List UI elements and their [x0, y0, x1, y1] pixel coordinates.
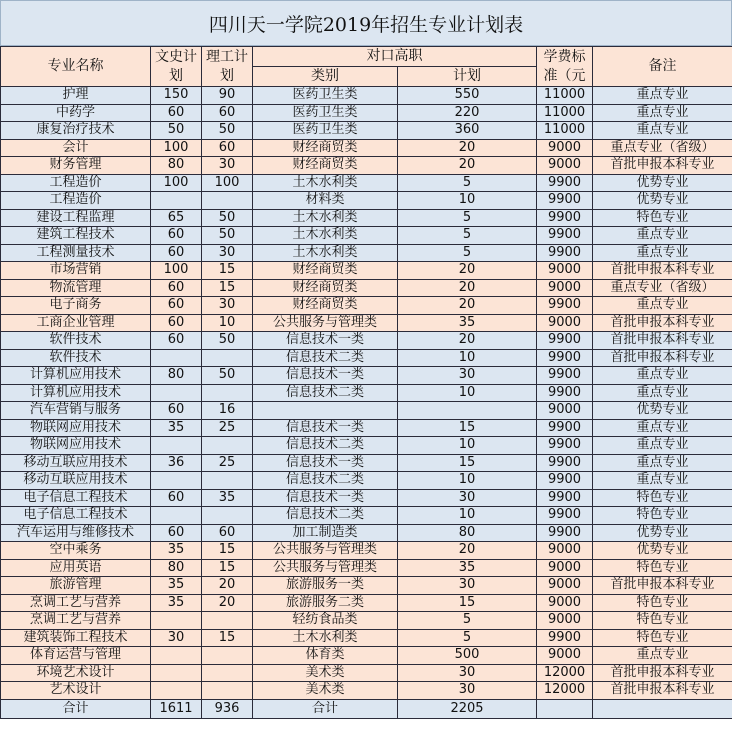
cell-note: 重点专业: [593, 227, 732, 245]
cell-note: 重点专业: [593, 384, 732, 402]
cell-major: 工程造价: [1, 192, 151, 210]
cell-major: 市场营销: [1, 262, 151, 280]
table-row: [1, 454, 732, 472]
cell-vocational-category: 轻纺食品类: [253, 612, 398, 630]
cell-major: 工商企业管理: [1, 314, 151, 332]
cell-arts-plan: [151, 437, 202, 455]
cell-note: 重点专业: [593, 297, 732, 315]
cell-note: 首批申报本科专业: [593, 314, 732, 332]
cell-science-plan: 60: [202, 139, 253, 157]
cell-note: 重点专业: [593, 87, 732, 105]
cell-vocational-plan: 20: [398, 332, 537, 350]
cell-vocational-category: 材料类: [253, 192, 398, 210]
cell-vocational-plan: 10: [398, 437, 537, 455]
cell-tuition: 9900: [537, 227, 593, 245]
cell-vocational-category: 公共服务与管理类: [253, 559, 398, 577]
cell-tuition: 9900: [537, 472, 593, 490]
cell-vocational-plan: 220: [398, 104, 537, 122]
cell-vocational-plan: 20: [398, 139, 537, 157]
cell-science-plan: 25: [202, 454, 253, 472]
cell-note: 特色专业: [593, 629, 732, 647]
cell-tuition: 9000: [537, 262, 593, 280]
cell-vocational-plan: [398, 402, 537, 420]
cell-note: 重点专业（省级）: [593, 139, 732, 157]
cell-tuition: 12000: [537, 664, 593, 682]
cell-science-plan: 15: [202, 262, 253, 280]
cell-major: 软件技术: [1, 332, 151, 350]
cell-vocational-category: 体育类: [253, 647, 398, 665]
cell-arts-plan: [151, 384, 202, 402]
cell-tuition: 9000: [537, 139, 593, 157]
cell-major: 汽车营销与服务: [1, 402, 151, 420]
cell-science-plan: 15: [202, 279, 253, 297]
cell-arts-plan: 100: [151, 139, 202, 157]
cell-science-plan: 100: [202, 174, 253, 192]
cell-vocational-category: 信息技术一类: [253, 367, 398, 385]
cell-tuition: 9900: [537, 367, 593, 385]
cell-vocational-plan: 30: [398, 367, 537, 385]
cell-science-plan: 50: [202, 122, 253, 140]
cell-note: 特色专业: [593, 209, 732, 227]
cell-tuition: 9000: [537, 542, 593, 560]
total-row: [1, 699, 732, 718]
cell-science-plan: 20: [202, 577, 253, 595]
table-row: [1, 612, 732, 630]
cell-major: 物联网应用技术: [1, 437, 151, 455]
cell-note: 重点专业: [593, 104, 732, 122]
cell-vocational-plan: 30: [398, 664, 537, 682]
table-row: [1, 87, 732, 105]
cell-arts-plan: 60: [151, 244, 202, 262]
cell-vocational-category: 财经商贸类: [253, 279, 398, 297]
cell-vocational-category: 信息技术二类: [253, 472, 398, 490]
cell-vocational-category: 土木水利类: [253, 629, 398, 647]
cell-note: 重点专业: [593, 367, 732, 385]
table-row: [1, 314, 732, 332]
cell-major: 建设工程监理: [1, 209, 151, 227]
cell-note: 特色专业: [593, 594, 732, 612]
cell-tuition: 9900: [537, 419, 593, 437]
cell-note: 首批申报本科专业: [593, 577, 732, 595]
cell-major: 康复治疗技术: [1, 122, 151, 140]
cell-arts-plan: 60: [151, 227, 202, 245]
cell-note: 重点专业（省级）: [593, 279, 732, 297]
cell-vocational-category: 土木水利类: [253, 174, 398, 192]
cell-vocational-plan: 5: [398, 612, 537, 630]
sheet-title: 四川天一学院2019年招生专业计划表: [0, 0, 732, 46]
header-vocational-category: 类别: [253, 67, 398, 87]
cell-vocational-plan: 80: [398, 524, 537, 542]
cell-science-plan: [202, 682, 253, 700]
cell-note: 特色专业: [593, 507, 732, 525]
table-row: [1, 297, 732, 315]
cell-note: 首批申报本科专业: [593, 157, 732, 175]
cell-vocational-plan: 20: [398, 157, 537, 175]
cell-arts-plan: 60: [151, 524, 202, 542]
cell-vocational-category: 信息技术二类: [253, 349, 398, 367]
cell-major: 软件技术: [1, 349, 151, 367]
cell-science-plan: [202, 612, 253, 630]
cell-major: 体育运营与管理: [1, 647, 151, 665]
cell-major: 烹调工艺与营养: [1, 594, 151, 612]
cell-arts-plan: 35: [151, 419, 202, 437]
cell-vocational-plan: 20: [398, 297, 537, 315]
cell-science-plan: 50: [202, 209, 253, 227]
cell-major: 空中乘务: [1, 542, 151, 560]
table-row: [1, 367, 732, 385]
cell-major: 工程测量技术: [1, 244, 151, 262]
cell-vocational-plan: 20: [398, 279, 537, 297]
cell-arts-plan: 80: [151, 367, 202, 385]
cell-tuition: 9900: [537, 297, 593, 315]
cell-note: 首批申报本科专业: [593, 664, 732, 682]
cell-science-plan: 10: [202, 314, 253, 332]
cell-vocational-plan: 5: [398, 174, 537, 192]
cell-tuition: 9000: [537, 279, 593, 297]
cell-note: 重点专业: [593, 122, 732, 140]
cell-arts-plan: 35: [151, 577, 202, 595]
table-row: [1, 419, 732, 437]
cell-note: 优势专业: [593, 524, 732, 542]
table-row: [1, 279, 732, 297]
cell-science-plan: 60: [202, 524, 253, 542]
cell-vocational-plan: 360: [398, 122, 537, 140]
cell-science-plan: 50: [202, 227, 253, 245]
table-row: [1, 559, 732, 577]
table-row: [1, 647, 732, 665]
cell-tuition: 9000: [537, 402, 593, 420]
table-row: [1, 157, 732, 175]
cell-vocational-category: 财经商贸类: [253, 262, 398, 280]
cell-arts-plan: 35: [151, 594, 202, 612]
cell-vocational-category: 财经商贸类: [253, 297, 398, 315]
cell-vocational-plan: 10: [398, 384, 537, 402]
cell-vocational-plan: 20: [398, 262, 537, 280]
cell-major: 烹调工艺与营养: [1, 612, 151, 630]
cell-vocational-category: 医药卫生类: [253, 122, 398, 140]
cell-vocational-category: 医药卫生类: [253, 87, 398, 105]
table-row: [1, 104, 732, 122]
cell-note: 首批申报本科专业: [593, 349, 732, 367]
total-label: 合计: [1, 699, 151, 718]
cell-science-plan: [202, 472, 253, 490]
cell-vocational-category: 信息技术二类: [253, 507, 398, 525]
cell-tuition: 11000: [537, 104, 593, 122]
cell-science-plan: [202, 507, 253, 525]
table-row: [1, 577, 732, 595]
cell-arts-plan: 60: [151, 279, 202, 297]
table-row: [1, 122, 732, 140]
cell-arts-plan: 80: [151, 559, 202, 577]
cell-tuition: 12000: [537, 682, 593, 700]
cell-vocational-plan: 5: [398, 227, 537, 245]
table-row: [1, 472, 732, 490]
cell-science-plan: 30: [202, 297, 253, 315]
cell-vocational-category: [253, 402, 398, 420]
cell-note: 重点专业: [593, 244, 732, 262]
cell-vocational-plan: 10: [398, 472, 537, 490]
cell-note: 首批申报本科专业: [593, 682, 732, 700]
cell-vocational-category: 信息技术一类: [253, 489, 398, 507]
cell-science-plan: 30: [202, 157, 253, 175]
cell-note: 特色专业: [593, 612, 732, 630]
cell-tuition: 9900: [537, 489, 593, 507]
cell-tuition: 11000: [537, 87, 593, 105]
cell-vocational-plan: 35: [398, 559, 537, 577]
cell-major: 护理: [1, 87, 151, 105]
cell-vocational-plan: 500: [398, 647, 537, 665]
cell-science-plan: 15: [202, 559, 253, 577]
cell-major: 移动互联应用技术: [1, 454, 151, 472]
cell-science-plan: 25: [202, 419, 253, 437]
cell-major: 艺术设计: [1, 682, 151, 700]
table-row: [1, 507, 732, 525]
cell-major: 应用英语: [1, 559, 151, 577]
header-major: 专业名称: [1, 47, 151, 87]
cell-tuition: 9000: [537, 647, 593, 665]
cell-vocational-plan: 15: [398, 594, 537, 612]
table-row: [1, 524, 732, 542]
cell-vocational-category: 财经商贸类: [253, 157, 398, 175]
cell-vocational-category: 医药卫生类: [253, 104, 398, 122]
cell-vocational-plan: 5: [398, 209, 537, 227]
table-row: [1, 682, 732, 700]
total-vocational-label: 合计: [253, 699, 398, 718]
cell-arts-plan: 60: [151, 297, 202, 315]
table-row: [1, 227, 732, 245]
cell-science-plan: 15: [202, 629, 253, 647]
cell-vocational-plan: 15: [398, 419, 537, 437]
cell-major: 汽车运用与维修技术: [1, 524, 151, 542]
cell-note: 特色专业: [593, 559, 732, 577]
header-science-plan: 理工计划: [202, 47, 253, 87]
table-row: [1, 437, 732, 455]
cell-vocational-category: 信息技术一类: [253, 419, 398, 437]
cell-major: 物联网应用技术: [1, 419, 151, 437]
cell-major: 计算机应用技术: [1, 384, 151, 402]
table-row: [1, 244, 732, 262]
cell-vocational-category: 信息技术二类: [253, 384, 398, 402]
cell-science-plan: [202, 192, 253, 210]
cell-note: 首批申报本科专业: [593, 262, 732, 280]
cell-note: 优势专业: [593, 192, 732, 210]
cell-note: 重点专业: [593, 437, 732, 455]
table-row: [1, 209, 732, 227]
table-row: [1, 139, 732, 157]
cell-note: 优势专业: [593, 174, 732, 192]
table-row: [1, 664, 732, 682]
cell-vocational-category: 公共服务与管理类: [253, 314, 398, 332]
cell-vocational-category: 美术类: [253, 664, 398, 682]
cell-major: 财务管理: [1, 157, 151, 175]
cell-tuition: 9900: [537, 209, 593, 227]
total-tuition: [537, 699, 593, 718]
cell-note: 首批申报本科专业: [593, 332, 732, 350]
cell-major: 会计: [1, 139, 151, 157]
cell-note: 重点专业: [593, 419, 732, 437]
cell-major: 旅游管理: [1, 577, 151, 595]
cell-note: 特色专业: [593, 489, 732, 507]
total-arts: 1611: [151, 699, 202, 718]
cell-tuition: 9900: [537, 454, 593, 472]
cell-vocational-category: 土木水利类: [253, 227, 398, 245]
cell-major: 电子商务: [1, 297, 151, 315]
cell-science-plan: [202, 647, 253, 665]
cell-vocational-plan: 10: [398, 507, 537, 525]
cell-major: 建筑工程技术: [1, 227, 151, 245]
cell-arts-plan: [151, 664, 202, 682]
cell-tuition: 9900: [537, 332, 593, 350]
cell-vocational-plan: 30: [398, 682, 537, 700]
table-row: [1, 384, 732, 402]
cell-arts-plan: [151, 192, 202, 210]
total-note: [593, 699, 732, 718]
cell-science-plan: [202, 349, 253, 367]
cell-science-plan: 35: [202, 489, 253, 507]
cell-arts-plan: [151, 472, 202, 490]
cell-tuition: 9900: [537, 174, 593, 192]
table-row: [1, 332, 732, 350]
cell-arts-plan: 30: [151, 629, 202, 647]
cell-vocational-category: 公共服务与管理类: [253, 542, 398, 560]
cell-tuition: 9900: [537, 437, 593, 455]
cell-note: 重点专业: [593, 454, 732, 472]
cell-science-plan: 15: [202, 542, 253, 560]
cell-tuition: 11000: [537, 122, 593, 140]
cell-arts-plan: 60: [151, 489, 202, 507]
cell-note: 重点专业: [593, 472, 732, 490]
cell-vocational-category: 信息技术二类: [253, 437, 398, 455]
cell-arts-plan: [151, 682, 202, 700]
cell-vocational-category: 旅游服务二类: [253, 594, 398, 612]
cell-vocational-category: 土木水利类: [253, 244, 398, 262]
cell-vocational-plan: 20: [398, 542, 537, 560]
table-row: [1, 262, 732, 280]
cell-science-plan: 50: [202, 367, 253, 385]
cell-note: 优势专业: [593, 402, 732, 420]
cell-tuition: 9000: [537, 314, 593, 332]
cell-science-plan: 90: [202, 87, 253, 105]
cell-arts-plan: 80: [151, 157, 202, 175]
cell-arts-plan: 60: [151, 104, 202, 122]
cell-science-plan: 16: [202, 402, 253, 420]
header-tuition: 学费标准（元: [537, 47, 593, 87]
cell-major: 环境艺术设计: [1, 664, 151, 682]
cell-arts-plan: 100: [151, 174, 202, 192]
cell-vocational-plan: 35: [398, 314, 537, 332]
cell-tuition: 9000: [537, 559, 593, 577]
cell-arts-plan: [151, 612, 202, 630]
cell-vocational-category: 美术类: [253, 682, 398, 700]
cell-vocational-plan: 15: [398, 454, 537, 472]
cell-vocational-plan: 550: [398, 87, 537, 105]
cell-arts-plan: 35: [151, 542, 202, 560]
cell-major: 中药学: [1, 104, 151, 122]
cell-science-plan: 30: [202, 244, 253, 262]
total-science: 936: [202, 699, 253, 718]
cell-arts-plan: 60: [151, 402, 202, 420]
enrollment-table: [0, 46, 732, 719]
header-note: 备注: [593, 47, 732, 87]
cell-vocational-plan: 30: [398, 489, 537, 507]
cell-vocational-category: 信息技术一类: [253, 454, 398, 472]
cell-note: 重点专业: [593, 647, 732, 665]
cell-vocational-plan: 5: [398, 629, 537, 647]
cell-arts-plan: 150: [151, 87, 202, 105]
cell-note: 优势专业: [593, 542, 732, 560]
cell-arts-plan: 50: [151, 122, 202, 140]
cell-vocational-plan: 10: [398, 349, 537, 367]
table-row: [1, 174, 732, 192]
cell-vocational-category: 旅游服务一类: [253, 577, 398, 595]
cell-vocational-plan: 5: [398, 244, 537, 262]
cell-arts-plan: 60: [151, 332, 202, 350]
cell-tuition: 9900: [537, 244, 593, 262]
cell-arts-plan: 60: [151, 314, 202, 332]
table-row: [1, 489, 732, 507]
table-row: [1, 349, 732, 367]
cell-tuition: 9000: [537, 157, 593, 175]
cell-tuition: 9900: [537, 349, 593, 367]
cell-arts-plan: [151, 507, 202, 525]
cell-science-plan: 20: [202, 594, 253, 612]
table-row: [1, 192, 732, 210]
cell-tuition: 9900: [537, 629, 593, 647]
cell-major: 电子信息工程技术: [1, 489, 151, 507]
cell-tuition: 9000: [537, 577, 593, 595]
cell-vocational-category: 财经商贸类: [253, 139, 398, 157]
cell-vocational-category: 土木水利类: [253, 209, 398, 227]
cell-arts-plan: [151, 647, 202, 665]
cell-vocational-plan: 30: [398, 577, 537, 595]
cell-major: 移动互联应用技术: [1, 472, 151, 490]
cell-tuition: 9000: [537, 594, 593, 612]
table-row: [1, 594, 732, 612]
table-row: [1, 629, 732, 647]
cell-science-plan: 60: [202, 104, 253, 122]
cell-vocational-category: 加工制造类: [253, 524, 398, 542]
cell-arts-plan: 100: [151, 262, 202, 280]
header-vocational-plan: 计划: [398, 67, 537, 87]
table-row: [1, 542, 732, 560]
cell-tuition: 9900: [537, 384, 593, 402]
cell-arts-plan: [151, 349, 202, 367]
cell-arts-plan: 65: [151, 209, 202, 227]
header-arts-plan: 文史计划: [151, 47, 202, 87]
cell-arts-plan: 36: [151, 454, 202, 472]
cell-major: 物流管理: [1, 279, 151, 297]
cell-science-plan: [202, 664, 253, 682]
cell-vocational-plan: 10: [398, 192, 537, 210]
cell-tuition: 9000: [537, 612, 593, 630]
cell-major: 电子信息工程技术: [1, 507, 151, 525]
cell-science-plan: 50: [202, 332, 253, 350]
cell-major: 计算机应用技术: [1, 367, 151, 385]
cell-major: 工程造价: [1, 174, 151, 192]
table-row: [1, 402, 732, 420]
header-vocational: 对口高职: [253, 47, 537, 67]
cell-science-plan: [202, 437, 253, 455]
cell-major: 建筑装饰工程技术: [1, 629, 151, 647]
cell-vocational-category: 信息技术一类: [253, 332, 398, 350]
cell-tuition: 9900: [537, 192, 593, 210]
cell-tuition: 9900: [537, 524, 593, 542]
cell-science-plan: [202, 384, 253, 402]
cell-tuition: 9900: [537, 507, 593, 525]
total-vocational-plan: 2205: [398, 699, 537, 718]
